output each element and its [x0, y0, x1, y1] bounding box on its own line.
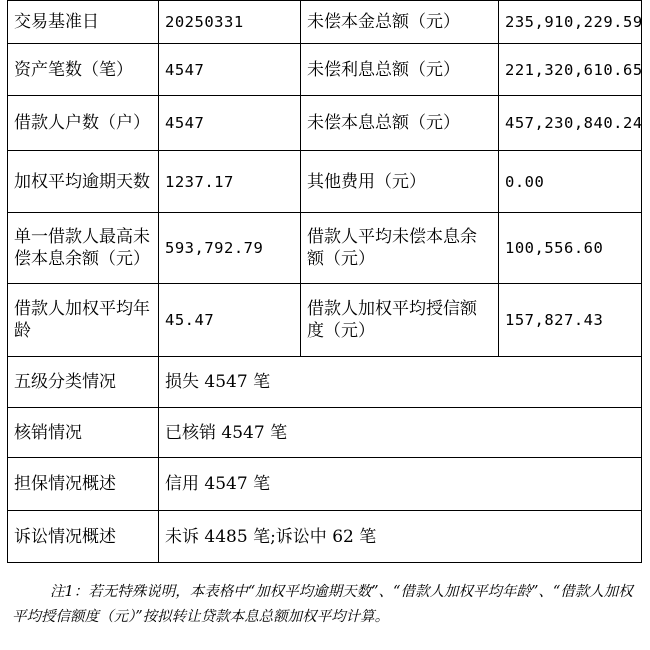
- table-footnote: 注1：若无特殊说明，本表格中“加权平均逾期天数”、“借款人加权平均年龄”、“借款人加权平均授信额度（元）”按拟转让贷款本息总额加权平均计算。: [12, 584, 633, 625]
- row-value: 4547: [159, 44, 301, 96]
- table-row: [8, 511, 642, 563]
- row-value: 4547: [159, 96, 301, 151]
- row-label: 其他费用（元）: [301, 151, 499, 213]
- row-label: 未偿本息总额（元）: [301, 96, 499, 151]
- table-row: [8, 96, 642, 151]
- row-label: 担保情况概述: [8, 458, 159, 511]
- row-label: 借款人平均未偿本息余额（元）: [301, 213, 499, 284]
- row-value: 100,556.60: [499, 213, 642, 284]
- row-value: 1237.17: [159, 151, 301, 213]
- row-label: 交易基准日: [8, 1, 159, 44]
- row-label: 借款人户数（户）: [8, 96, 159, 151]
- row-value: 0.00: [499, 151, 642, 213]
- table-row: [8, 151, 642, 213]
- row-label: 资产笔数（笔）: [8, 44, 159, 96]
- row-label: 未偿利息总额（元）: [301, 44, 499, 96]
- row-value: 20250331: [159, 1, 301, 44]
- row-value: 157,827.43: [499, 284, 642, 357]
- row-label: 加权平均逾期天数: [8, 151, 159, 213]
- row-value: 45.47: [159, 284, 301, 357]
- asset-summary-table: [7, 0, 642, 563]
- row-value: 信用 4547 笔: [159, 458, 642, 511]
- row-label: 借款人加权平均授信额度（元）: [301, 284, 499, 357]
- row-value: 221,320,610.65: [499, 44, 642, 96]
- row-label: 核销情况: [8, 408, 159, 458]
- row-value: 593,792.79: [159, 213, 301, 284]
- table-row: [8, 213, 642, 284]
- row-label: 借款人加权平均年龄: [8, 284, 159, 357]
- row-value: 已核销 4547 笔: [159, 408, 642, 458]
- row-label: 五级分类情况: [8, 357, 159, 408]
- table-row: [8, 44, 642, 96]
- table-row: [8, 284, 642, 357]
- row-value: 未诉 4485 笔;诉讼中 62 笔: [159, 511, 642, 563]
- table-row: [8, 408, 642, 458]
- row-value: 235,910,229.59: [499, 1, 642, 44]
- table-row: [8, 458, 642, 511]
- row-label: 单一借款人最高未偿本息余额（元）: [8, 213, 159, 284]
- row-value: 损失 4547 笔: [159, 357, 642, 408]
- row-value: 457,230,840.24: [499, 96, 642, 151]
- table-row: [8, 357, 642, 408]
- table-row: [8, 1, 642, 44]
- row-label: 未偿本金总额（元）: [301, 1, 499, 44]
- row-label: 诉讼情况概述: [8, 511, 159, 563]
